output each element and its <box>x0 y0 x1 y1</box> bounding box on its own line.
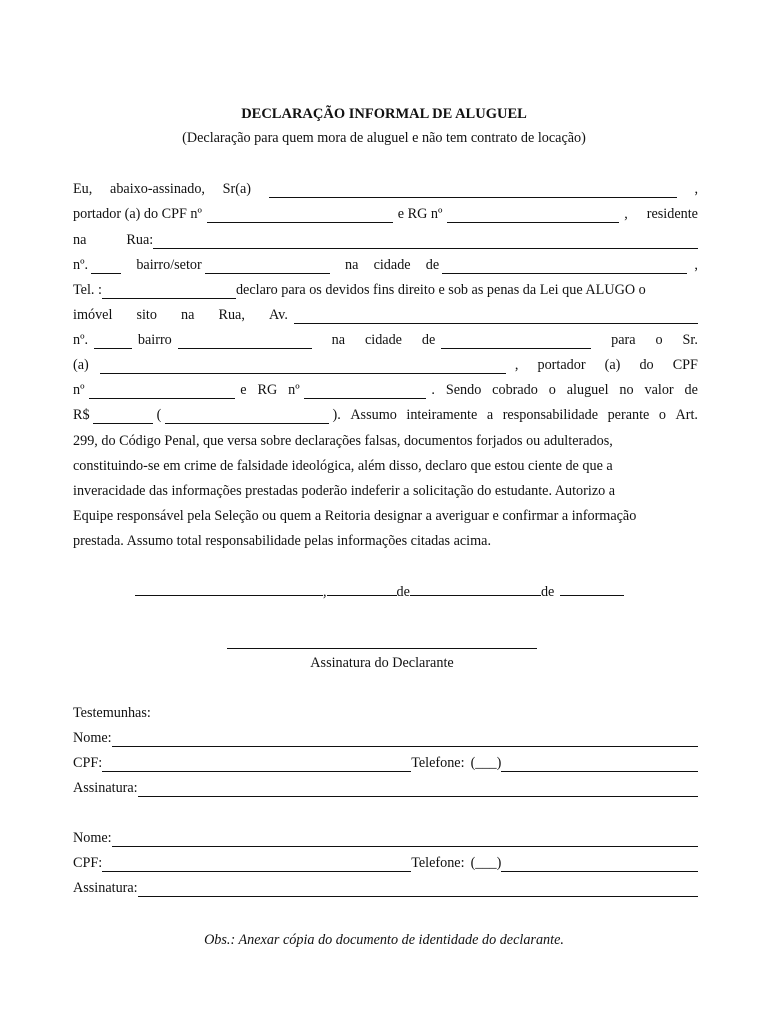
text: cobrado <box>492 382 538 398</box>
day-field[interactable] <box>327 581 397 596</box>
signature-label: Assinatura do Declarante <box>310 655 454 671</box>
text: cidade <box>364 332 402 348</box>
text: (a) <box>73 357 89 373</box>
text: Av. <box>268 307 288 323</box>
text: , <box>624 206 628 222</box>
property-city-field[interactable] <box>441 334 591 349</box>
text: ). <box>332 407 341 423</box>
body-line-1 <box>73 180 698 198</box>
witness-2-cpf-row <box>73 854 698 872</box>
body-line-6 <box>73 306 698 324</box>
text: inteiramente <box>406 407 478 423</box>
text: nº. <box>73 332 89 348</box>
body-line-14: Equipe responsável pela Seleção ou quem a Reitoria designar a averiguar e confirmar a informação <box>73 508 637 524</box>
text: o <box>548 382 556 398</box>
phone-field[interactable] <box>102 284 236 299</box>
body-line-2 <box>73 205 698 223</box>
signature-line[interactable] <box>227 648 537 649</box>
property-number-field[interactable] <box>94 334 132 349</box>
landlord-cpf-field[interactable] <box>89 384 235 399</box>
witness-2-signature-field[interactable] <box>138 882 698 897</box>
body-line-8 <box>73 356 698 374</box>
text: para <box>611 332 636 348</box>
text: (a) <box>604 357 621 373</box>
text: portador (a) do CPF nº <box>73 206 202 222</box>
text: Assinatura: <box>73 880 138 896</box>
witness-2-name-field[interactable] <box>112 832 698 847</box>
text: imóvel <box>73 307 113 323</box>
text: R$ <box>73 407 90 423</box>
text: Telefone: <box>411 755 465 771</box>
text: , <box>514 357 519 373</box>
landlord-name-field[interactable] <box>100 359 506 374</box>
text: Sr. <box>682 332 698 348</box>
witness-2-name-row <box>73 829 698 847</box>
text: declaro para os devidos fins direito e sob as penas da Lei que ALUGO o <box>235 282 646 298</box>
street-field[interactable] <box>153 234 698 249</box>
text: ( <box>156 407 162 423</box>
number-field[interactable] <box>91 259 121 274</box>
year-field[interactable] <box>560 581 624 596</box>
body-line-5 <box>73 281 698 299</box>
month-field[interactable] <box>410 581 541 596</box>
text: de <box>396 584 410 600</box>
body-line-11: 299, do Código Penal, que versa sobre declarações falsas, documentos forjados ou adulterados, <box>73 433 613 449</box>
body-line-13: inveracidade das informações prestadas poderão indeferir a solicitação do estudante. Autorizo a <box>73 483 616 499</box>
witness-1-cpf-field[interactable] <box>102 757 411 772</box>
text: cidade <box>373 257 411 273</box>
text: na <box>331 332 346 348</box>
text: Assinatura: <box>73 780 138 796</box>
witness-1-name-row <box>73 729 698 747</box>
text: de <box>540 584 555 600</box>
witness-1-name-field[interactable] <box>112 732 698 747</box>
body-line-10 <box>73 406 698 424</box>
rent-value-words-field[interactable] <box>165 409 329 424</box>
witness-1-signature-row <box>73 779 698 797</box>
landlord-rg-field[interactable] <box>304 384 426 399</box>
document-subtitle: (Declaração para quem mora de aluguel e não tem contrato de locação) <box>182 130 586 146</box>
body-line-15: prestada. Assumo total responsabilidade pelas informações citadas acima. <box>73 533 492 549</box>
text: , <box>323 584 327 600</box>
text: de <box>421 332 436 348</box>
rent-value-field[interactable] <box>93 409 153 424</box>
text: e <box>240 382 247 398</box>
text: Eu, <box>73 181 93 197</box>
text: nº <box>288 382 300 398</box>
witness-1-cpf-row <box>73 754 698 772</box>
text: Rua, <box>218 307 245 323</box>
text: (___) <box>470 755 502 771</box>
text: Telefone: <box>411 855 465 871</box>
text: CPF: <box>73 855 103 871</box>
text: perante <box>607 407 650 423</box>
text: abaixo-assinado, <box>110 181 205 197</box>
property-district-field[interactable] <box>178 334 312 349</box>
text: Assumo <box>350 407 397 423</box>
text: nº. <box>73 257 89 273</box>
text: CPF <box>672 357 698 373</box>
text: na <box>73 232 87 248</box>
property-address-field[interactable] <box>294 309 698 324</box>
date-place-line <box>135 581 624 601</box>
text: , <box>694 257 698 273</box>
text: . <box>431 382 435 398</box>
witnesses-heading: Testemunhas: <box>73 705 151 721</box>
body-line-4 <box>73 256 698 274</box>
text: de <box>684 382 698 398</box>
text: responsabilidade <box>502 407 599 423</box>
text: na <box>345 257 359 273</box>
witness-1-signature-field[interactable] <box>138 782 698 797</box>
text: Sr(a) <box>222 181 252 197</box>
body-line-7 <box>73 331 698 349</box>
text: , <box>694 181 698 197</box>
document-title: DECLARAÇÃO INFORMAL DE ALUGUEL <box>241 106 527 122</box>
text: CPF: <box>73 755 103 771</box>
text: Sendo <box>445 382 482 398</box>
district-field[interactable] <box>205 259 330 274</box>
text: Nome: <box>73 730 112 746</box>
body-line-3 <box>73 231 698 249</box>
body-line-9 <box>73 381 698 399</box>
body-line-12: constituindo-se em crime de falsidade ideológica, além disso, declaro que estou ciente de que a <box>73 458 613 474</box>
text: portador <box>537 357 586 373</box>
text: Art. <box>675 407 698 423</box>
text: do <box>639 357 654 373</box>
text: sito <box>136 307 157 323</box>
text: de <box>425 257 440 273</box>
witness-2-cpf-field[interactable] <box>102 857 411 872</box>
text: o <box>658 407 666 423</box>
text: Nome: <box>73 830 112 846</box>
text: na <box>181 307 195 323</box>
text: RG <box>257 382 278 398</box>
text: (___) <box>470 855 502 871</box>
observation-note: Obs.: Anexar cópia do documento de identidade do declarante. <box>204 932 564 948</box>
text: aluguel <box>566 382 609 398</box>
text: Rua: <box>126 232 154 248</box>
witness-2-signature-row <box>73 879 698 897</box>
name-field[interactable] <box>269 183 677 198</box>
place-field[interactable] <box>135 581 323 596</box>
city-field[interactable] <box>442 259 687 274</box>
text: no <box>619 382 634 398</box>
text: nº <box>73 382 85 398</box>
text: e RG nº <box>397 206 443 222</box>
text: bairro <box>137 332 172 348</box>
text: valor <box>644 382 674 398</box>
text: residente <box>646 206 698 222</box>
witness-1-phone-field[interactable] <box>501 757 698 772</box>
rg-field[interactable] <box>447 208 619 223</box>
witness-2-phone-field[interactable] <box>501 857 698 872</box>
text: a <box>486 407 494 423</box>
text: o <box>655 332 663 348</box>
text: bairro/setor <box>136 257 202 273</box>
text: Tel. : <box>73 282 102 298</box>
cpf-field[interactable] <box>207 208 393 223</box>
